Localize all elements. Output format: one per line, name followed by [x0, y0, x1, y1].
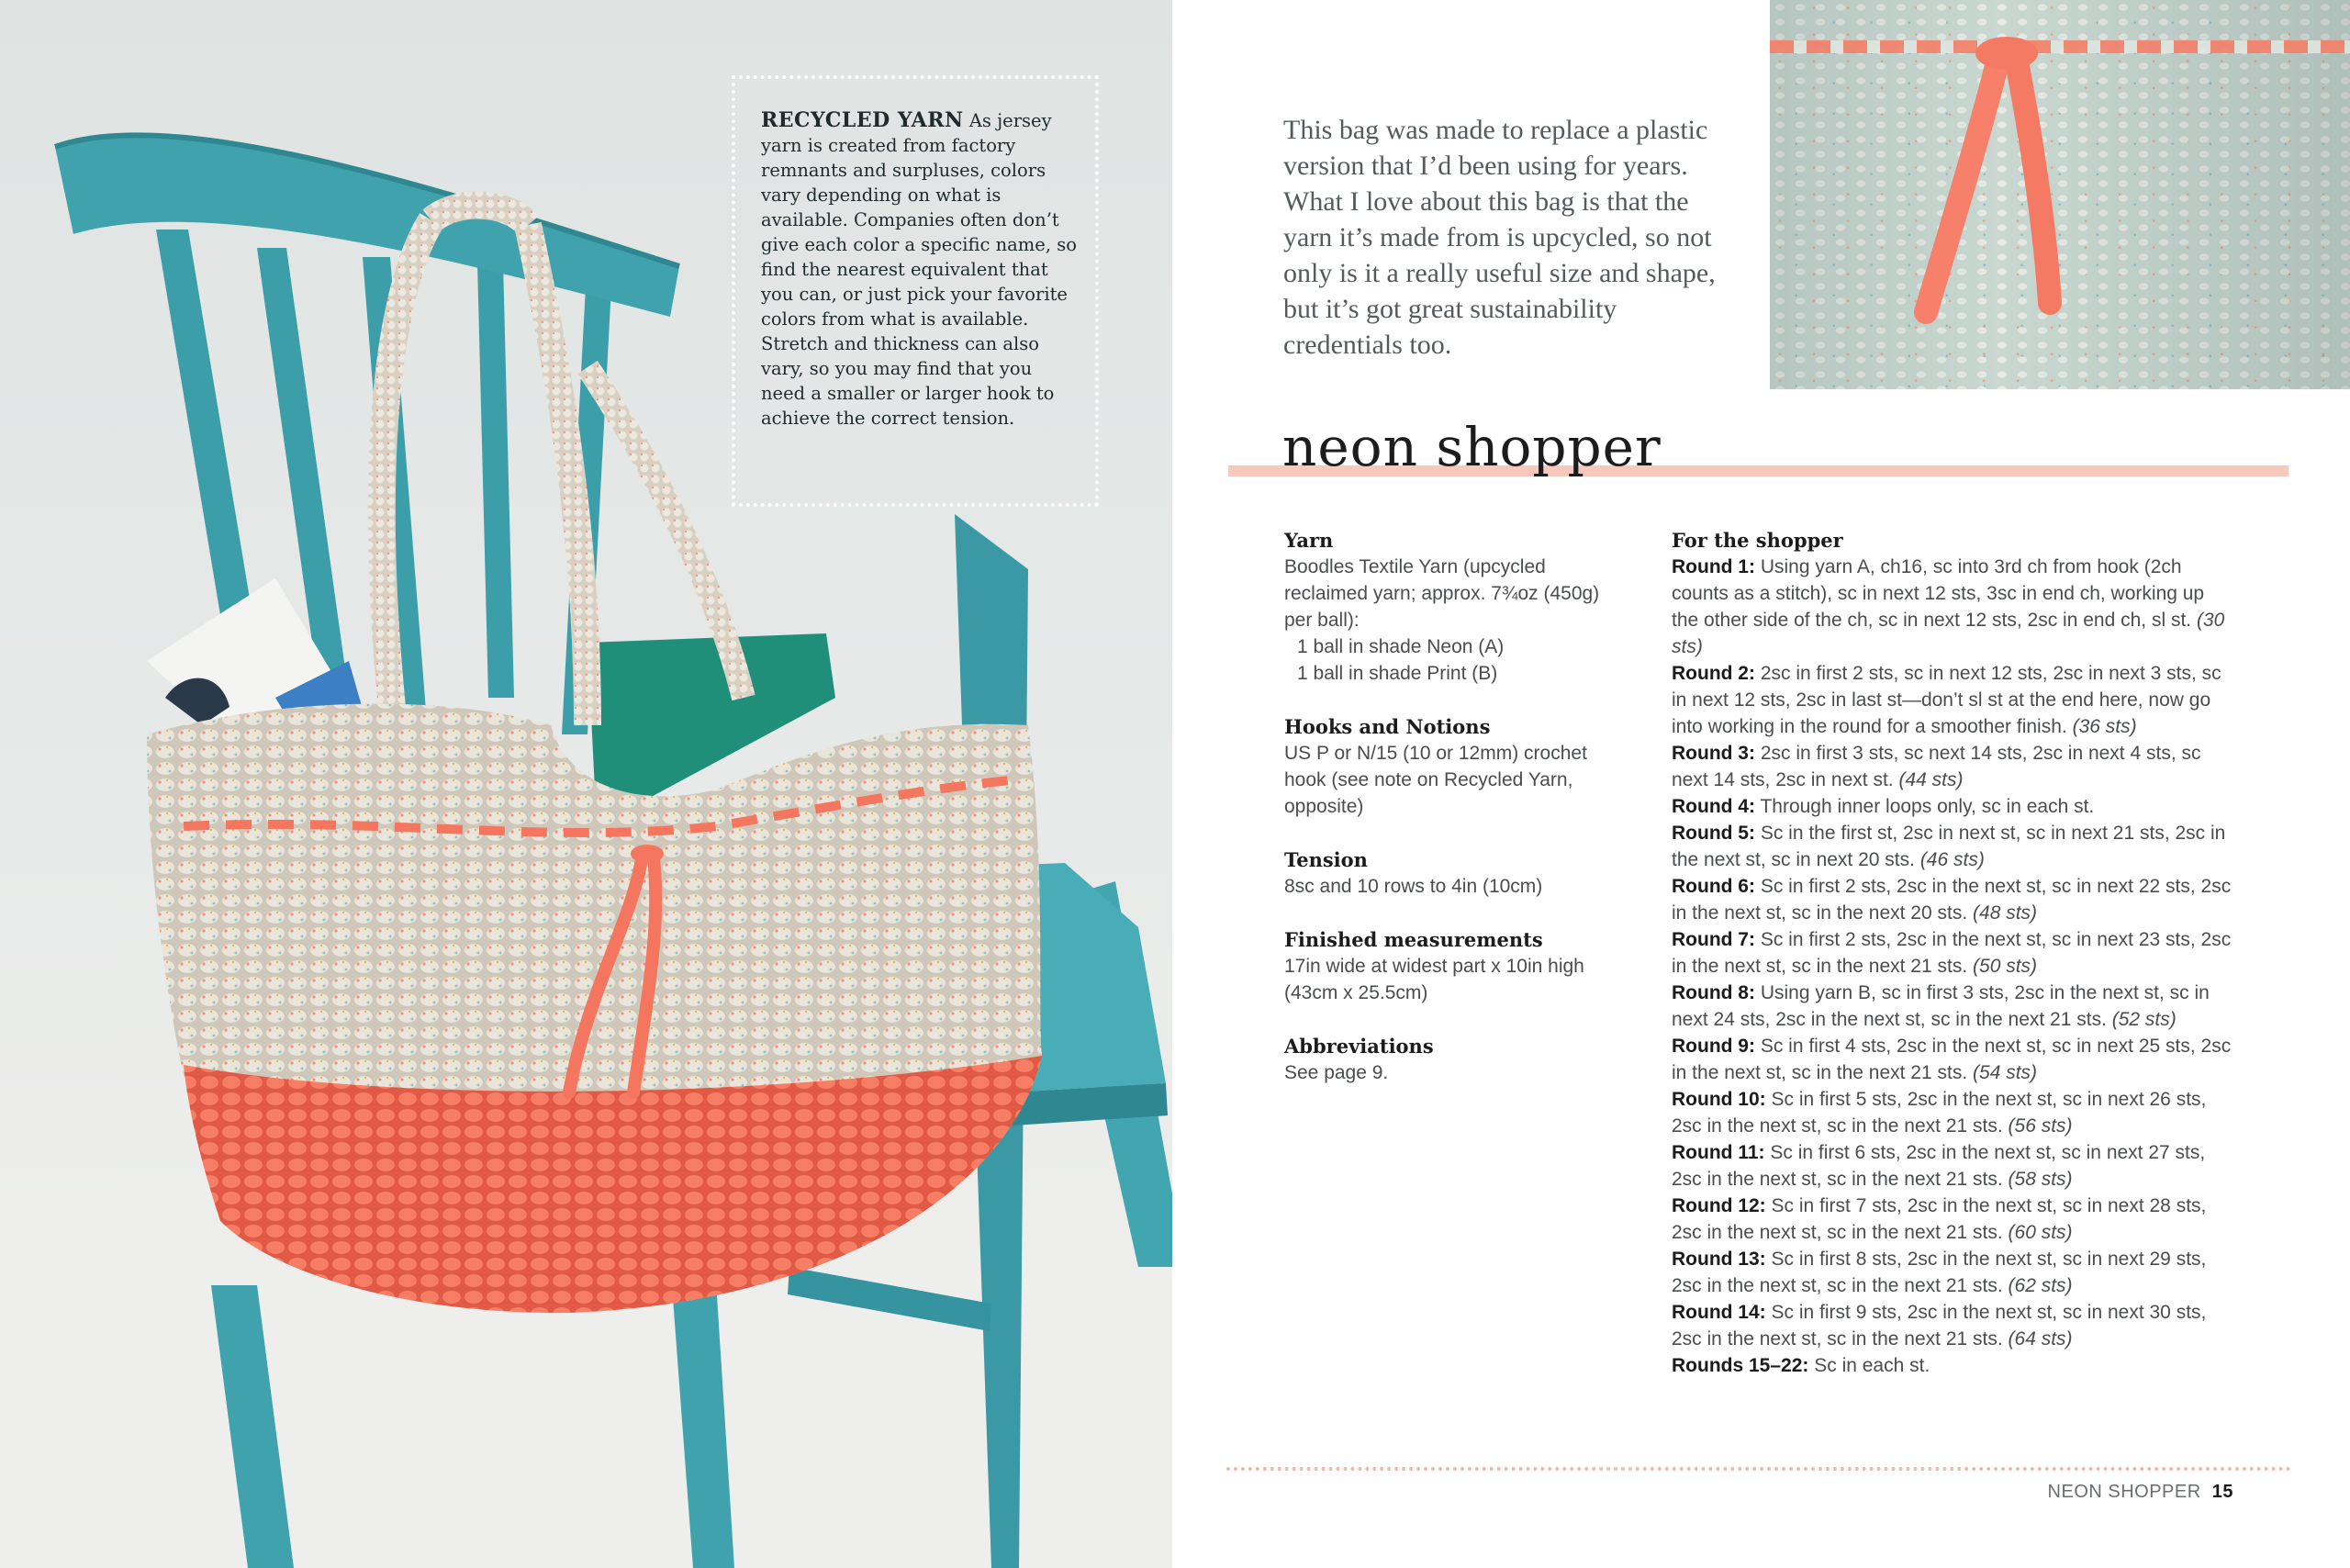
drawstring-tie	[1770, 0, 2350, 389]
yarn-section	[1284, 527, 1624, 687]
round-instructions: Sc in first 5 sts, 2sc in the next st, sc in next 26 sts, 2sc in the next st, sc in the next 21 sts.	[1672, 1089, 2207, 1137]
round-instructions: Sc in first 7 sts, 2sc in the next st, sc in next 28 sts, 2sc in the next st, sc in the next 21 sts.	[1672, 1195, 2207, 1243]
pattern-round	[1672, 820, 2232, 873]
note-body: As jersey yarn is created from factory remnants and surpluses, colors vary depending on what is available. Companies often don’t give each color a specific name, so find the nearest equivalent that you can, or just pick your favorite colors from what is available. Stretch and thickness can also vary, so you may find that you need a smaller or larger hook to achieve the correct tension.	[761, 110, 1077, 429]
pattern-round	[1672, 1246, 2232, 1299]
stitch-count: (30 sts)	[1672, 610, 2225, 657]
stitch-count: (48 sts)	[1973, 902, 2038, 924]
pattern-round	[1672, 1033, 2232, 1086]
pattern-round	[1672, 980, 2232, 1033]
pattern-round	[1672, 1352, 2232, 1379]
abbreviations-heading: Abbreviations	[1284, 1035, 1434, 1058]
round-label: Round 12:	[1672, 1195, 1766, 1216]
round-label: Rounds 15–22:	[1672, 1355, 1809, 1376]
round-instructions: 2sc in first 2 sts, sc in next 12 sts, 2sc in next 3 sts, sc in next 12 sts, 2sc in last st—don’t sl st at the end here, now go into working in the round for a smoother finish.	[1672, 663, 2221, 737]
stitch-count: (54 sts)	[1973, 1062, 2038, 1083]
pattern-round	[1672, 873, 2232, 926]
rounds-list	[1672, 554, 2232, 1379]
round-label: Round 2:	[1672, 663, 1755, 684]
round-instructions: Sc in first 2 sts, 2sc in the next st, sc in next 23 sts, 2sc in the next st, sc in the next 21 sts.	[1672, 929, 2232, 977]
round-instructions: Using yarn B, sc in first 3 sts, 2sc in the next st, sc in next 24 sts, 2sc in the next st, sc in the next 21 sts.	[1672, 982, 2210, 1030]
stitch-count: (64 sts)	[2008, 1328, 2073, 1350]
pattern-round	[1672, 554, 2232, 660]
round-label: Round 13:	[1672, 1249, 1766, 1270]
pattern-heading: For the shopper	[1672, 529, 1843, 552]
measurements-text: 17in wide at widest part x 10in high (43cm x 25.5cm)	[1284, 956, 1584, 1003]
round-label: Round 4:	[1672, 796, 1755, 817]
round-instructions: Sc in each st.	[1814, 1355, 1930, 1376]
pattern-round	[1672, 1193, 2232, 1246]
pattern-round	[1672, 660, 2232, 740]
footer-rule	[1226, 1467, 2291, 1471]
pattern-round	[1672, 1299, 2232, 1352]
round-label: Round 14:	[1672, 1302, 1766, 1323]
yarn-item: 1 ball in shade Neon (A)	[1297, 636, 1505, 657]
stitch-count: (62 sts)	[2008, 1275, 2073, 1296]
round-instructions: Through inner loops only, sc in each st.	[1760, 796, 2095, 817]
yarn-item: 1 ball in shade Print (B)	[1297, 663, 1498, 684]
stitch-count: (60 sts)	[2008, 1222, 2073, 1243]
pattern-round	[1672, 793, 2232, 820]
hooks-text: US P or N/15 (10 or 12mm) crochet hook (see note on Recycled Yarn, opposite)	[1284, 743, 1587, 817]
tension-heading: Tension	[1284, 848, 1368, 871]
round-label: Round 9:	[1672, 1036, 1755, 1057]
round-instructions: Sc in first 4 sts, 2sc in the next st, sc in next 25 sts, 2sc in the next st, sc in the next 21 sts.	[1672, 1036, 2232, 1083]
note-lead: RECYCLED YARN	[761, 108, 964, 132]
running-head: NEON SHOPPER	[2047, 1482, 2201, 1502]
hooks-section	[1284, 713, 1624, 820]
pattern-round	[1672, 1139, 2232, 1193]
stitch-detail-photo	[1770, 0, 2350, 389]
page-footer	[2048, 1482, 2233, 1503]
pattern-round	[1672, 926, 2232, 980]
round-label: Round 8:	[1672, 982, 1755, 1003]
pattern-column	[1672, 527, 2232, 1379]
stitch-count: (44 sts)	[1898, 769, 1964, 790]
pattern-round	[1672, 740, 2232, 793]
materials-column	[1284, 527, 1624, 1113]
round-label: Round 10:	[1672, 1089, 1766, 1110]
round-instructions: Using yarn A, ch16, sc into 3rd ch from hook (2ch counts as a stitch), sc in next 12 sts, 3sc in end ch, working up the other side of the ch, sc in next 12 sts, 2sc in end ch, sl st.	[1672, 556, 2205, 631]
yarn-text: Boodles Textile Yarn (upcycled reclaimed yarn; approx. 7¾oz (450g) per ball):	[1284, 556, 1600, 631]
stitch-count: (58 sts)	[2008, 1169, 2073, 1190]
stitch-count: (56 sts)	[2008, 1115, 2073, 1137]
yarn-heading: Yarn	[1284, 529, 1334, 552]
round-instructions: Sc in first 2 sts, 2sc in the next st, sc in next 22 sts, 2sc in the next st, sc in the next 20 sts.	[1672, 876, 2232, 924]
tension-section	[1284, 846, 1624, 900]
round-instructions: Sc in the first st, 2sc in next st, sc in next 21 sts, 2sc in the next st, sc in next 20 sts.	[1672, 823, 2226, 870]
round-label: Round 11:	[1672, 1142, 1765, 1163]
measurements-heading: Finished measurements	[1284, 928, 1543, 951]
page-number: 15	[2211, 1482, 2233, 1502]
round-instructions: Sc in first 8 sts, 2sc in the next st, sc in next 29 sts, 2sc in the next st, sc in the next 21 sts.	[1672, 1249, 2207, 1296]
measurements-section	[1284, 926, 1624, 1006]
intro-paragraph: This bag was made to replace a plastic version that I’d been using for years. What I love about this bag is that the yarn it’s made from is upcycled, so not only is it a really useful size and shape, but it’s got great sustainability credentials too.	[1283, 115, 1716, 360]
round-label: Round 5:	[1672, 823, 1755, 844]
page-title: neon shopper	[1282, 416, 1662, 478]
round-label: Round 3:	[1672, 743, 1755, 764]
abbreviations-section	[1284, 1033, 1624, 1086]
product-photo	[0, 0, 1172, 1568]
round-label: Round 1:	[1672, 556, 1755, 577]
round-instructions: Sc in first 6 sts, 2sc in the next st, sc in next 27 sts, 2sc in the next st, sc in the next 21 sts.	[1672, 1142, 2206, 1190]
tension-text: 8sc and 10 rows to 4in (10cm)	[1284, 876, 1543, 897]
abbreviations-text: See page 9.	[1284, 1062, 1389, 1083]
round-label: Round 6:	[1672, 876, 1755, 897]
hooks-heading: Hooks and Notions	[1284, 715, 1491, 738]
stitch-count: (52 sts)	[2111, 1009, 2177, 1030]
stitch-count: (36 sts)	[2072, 716, 2137, 737]
stitch-count: (46 sts)	[1919, 849, 1985, 870]
round-instructions: Sc in first 9 sts, 2sc in the next st, sc in next 30 sts, 2sc in the next st, sc in the next 21 sts.	[1672, 1302, 2207, 1350]
round-instructions: 2sc in first 3 sts, sc next 14 sts, 2sc in next 4 sts, sc next 14 sts, 2sc in next st.	[1672, 743, 2201, 790]
stitch-count: (50 sts)	[1973, 956, 2038, 977]
round-label: Round 7:	[1672, 929, 1755, 950]
recycled-yarn-note	[761, 108, 1080, 431]
pattern-round	[1672, 1086, 2232, 1139]
